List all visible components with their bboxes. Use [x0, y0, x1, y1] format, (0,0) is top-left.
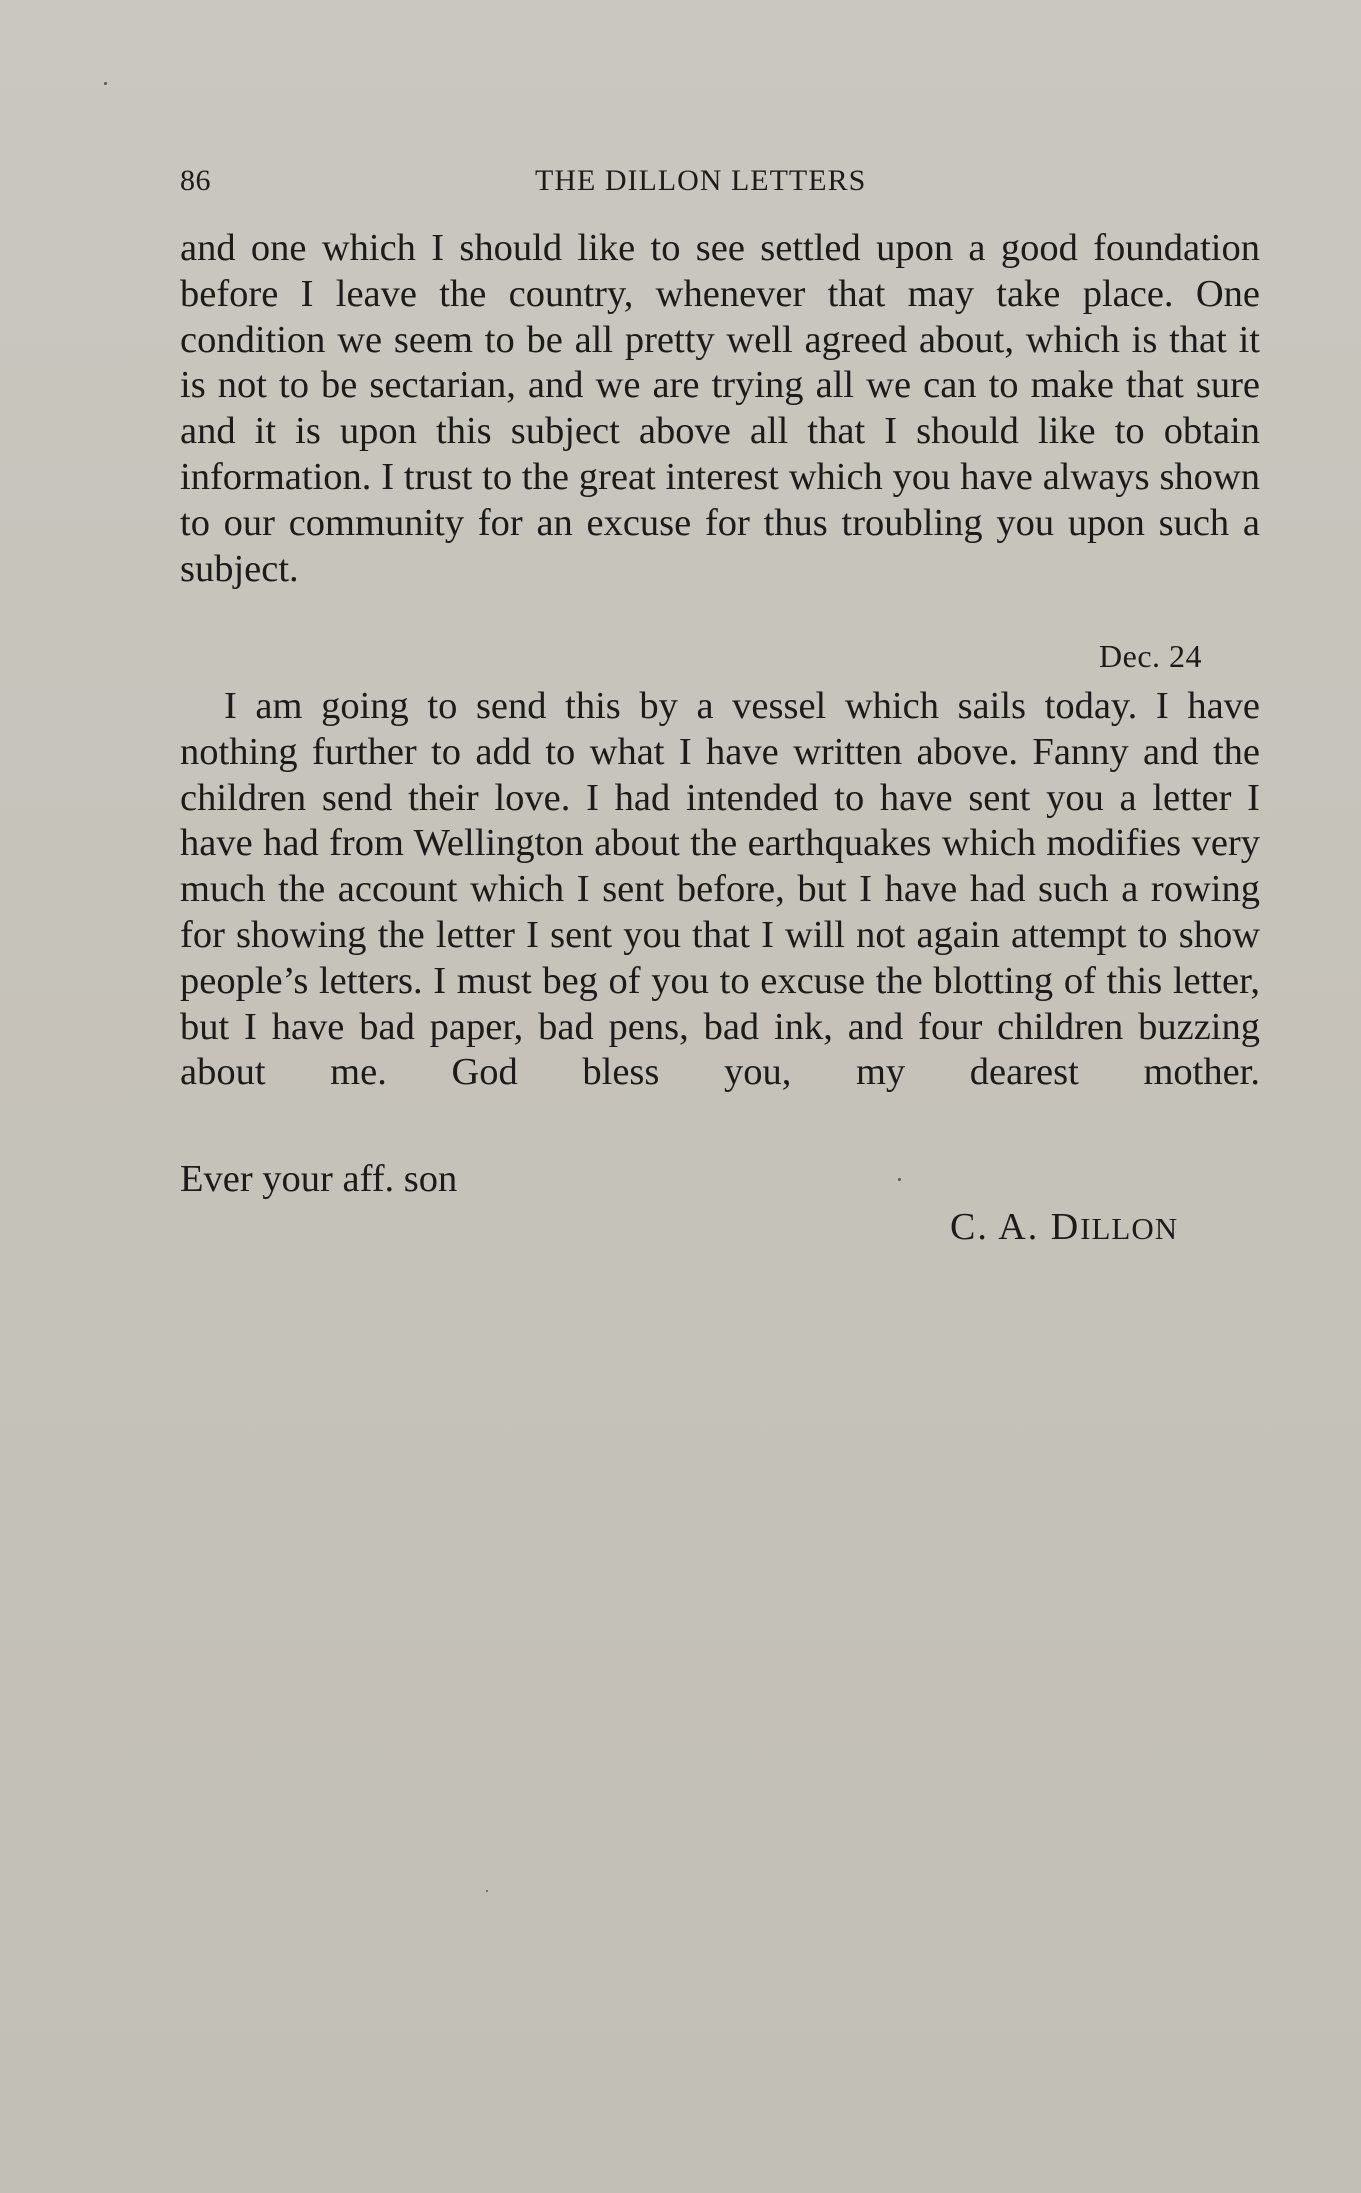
- paper-speck: [486, 1890, 488, 1892]
- page-number: 86: [180, 164, 211, 197]
- running-title: THE DILLON LETTERS: [535, 164, 867, 197]
- signature-initials: C. A. D: [950, 1206, 1081, 1248]
- signature: [950, 1205, 1178, 1249]
- letter-paragraph-2: I am going to send this by a vessel which sails today. I have nothing further to add to what I have written above. Fanny and the children send their love. I had intended to have sent you a letter I have had from Wellington about the earthquakes which modifies very much the account which I sent before, but I have had such a rowing for showing the letter I sent you that I will not again attempt to show people’s letters. I must beg of you to excuse the blotting of this letter, but I have bad paper, bad pens, bad ink, and four children buzzing about me. God bless you, my dearest mother.: [180, 685, 1260, 1094]
- letter-paragraph-1: and one which I should like to see settled upon a good foundation before I leave the country, whenever that may take place. One condition we seem to be all pretty well agreed about, which is that it is not to be sectarian, and we are trying all we can to make that sure and it is upon this subject above all that I should like to obtain information. I trust to the great interest which you have always shown to our community for an excuse for thus troubling you upon such a subject.: [180, 227, 1260, 590]
- closing-salutation: Ever your aff. son: [180, 1158, 458, 1200]
- paper-speck: [104, 82, 107, 85]
- signature-surname: ILLON: [1080, 1211, 1179, 1246]
- paper-speck: [898, 1178, 901, 1181]
- page-header: [180, 164, 1260, 204]
- dateline: Dec. 24: [1099, 638, 1203, 674]
